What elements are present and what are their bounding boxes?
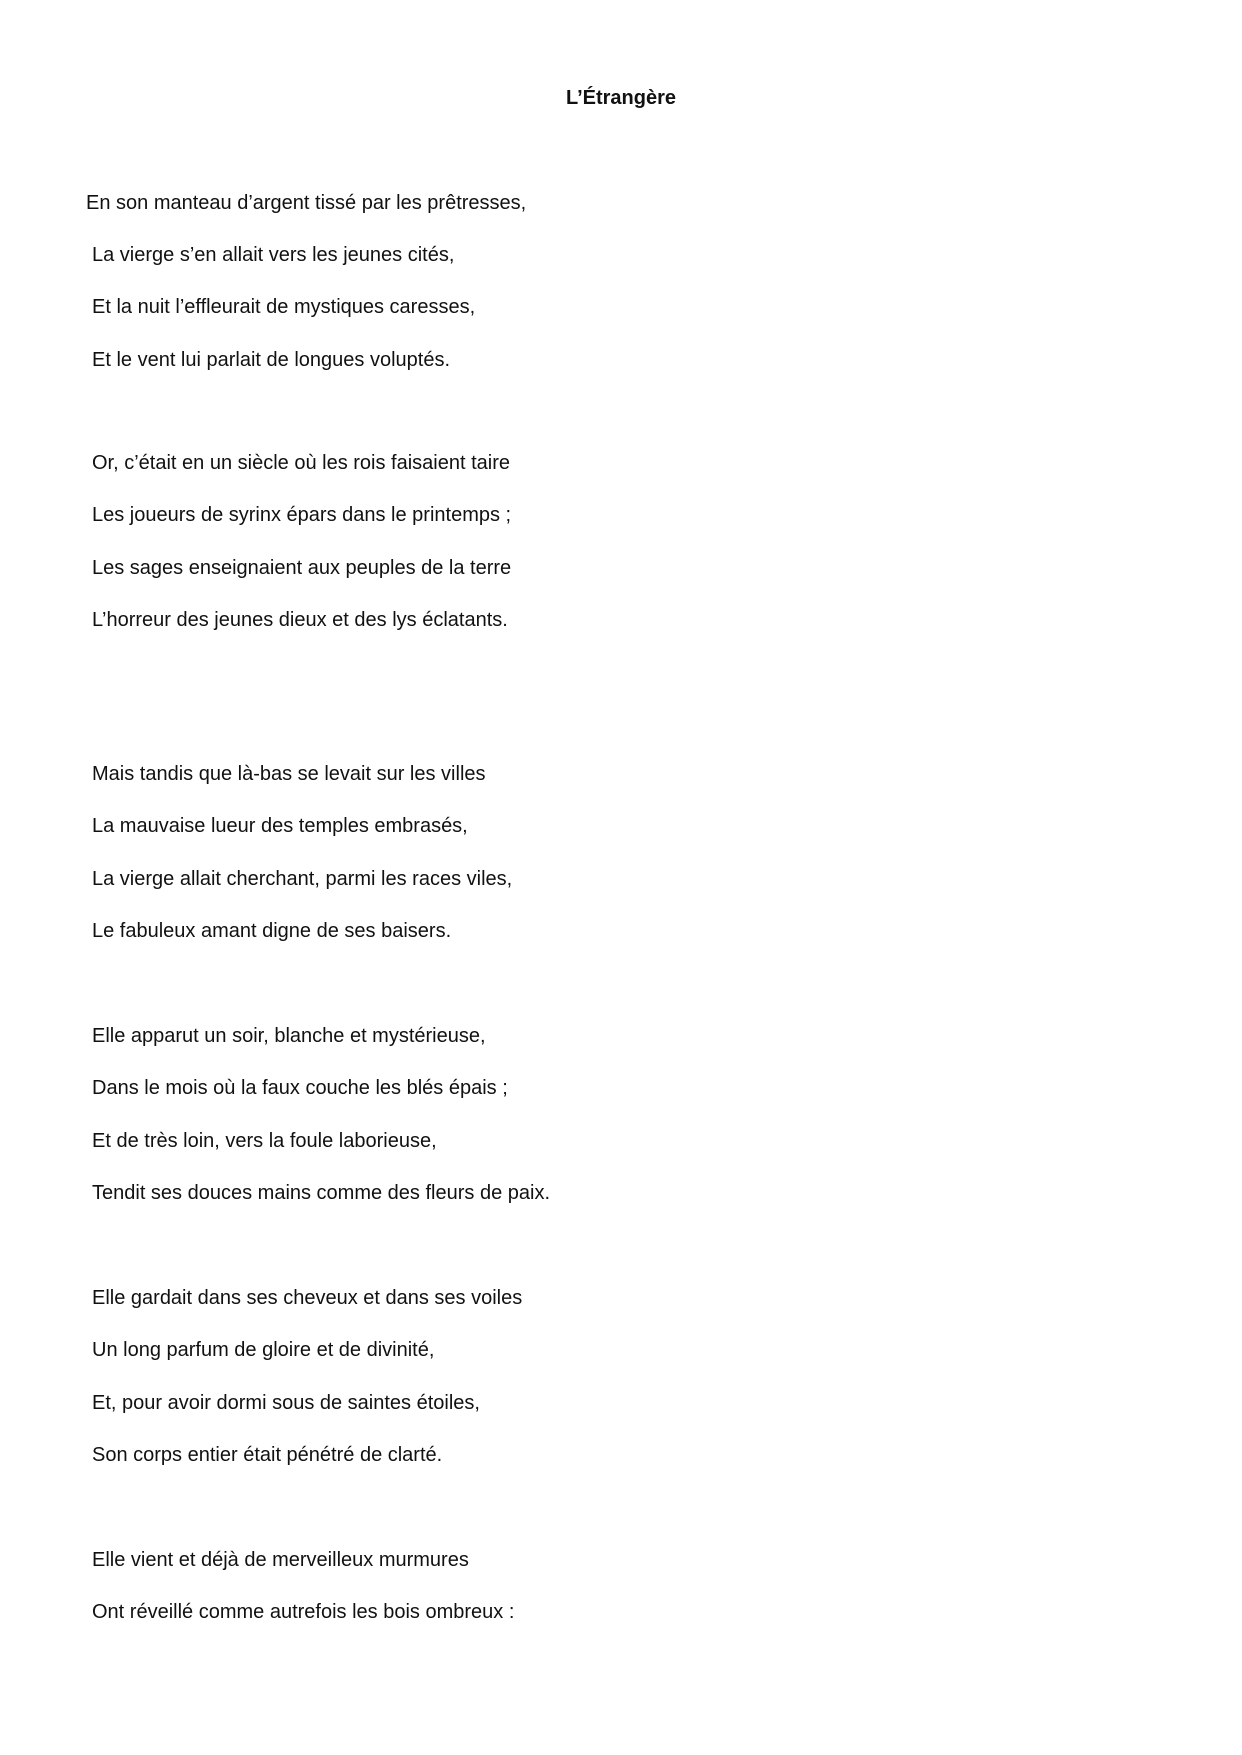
poem-line: L’horreur des jeunes dieux et des lys éclatants. xyxy=(92,609,508,631)
poem-line: Les sages enseignaient aux peuples de la terre xyxy=(92,557,512,579)
poem-line: La vierge allait cherchant, parmi les races viles, xyxy=(92,868,513,890)
poem-line: Un long parfum de gloire et de divinité, xyxy=(92,1339,435,1361)
poem-line: Ont réveillé comme autrefois les bois ombreux : xyxy=(92,1601,515,1623)
poem-line: Et la nuit l’effleurait de mystiques caresses, xyxy=(92,296,476,318)
poem-line: Tendit ses douces mains comme des fleurs de paix. xyxy=(92,1182,550,1204)
poem-line: La mauvaise lueur des temples embrasés, xyxy=(92,815,468,837)
poem-line: Le fabuleux amant digne de ses baisers. xyxy=(92,920,452,942)
poem-line: Elle apparut un soir, blanche et mystérieuse, xyxy=(92,1025,486,1047)
poem-line: En son manteau d’argent tissé par les prêtresses, xyxy=(86,192,527,214)
poem-line: La vierge s’en allait vers les jeunes cités, xyxy=(92,244,455,266)
poem-line: Or, c’était en un siècle où les rois faisaient taire xyxy=(92,452,510,474)
poem-line: Mais tandis que là-bas se levait sur les villes xyxy=(92,763,486,785)
poem-line: Les joueurs de syrinx épars dans le printemps ; xyxy=(92,504,512,526)
poem-line: Et, pour avoir dormi sous de saintes étoiles, xyxy=(92,1392,480,1414)
poem-line: Son corps entier était pénétré de clarté. xyxy=(92,1444,443,1466)
poem-title: L’Étrangère xyxy=(565,87,677,109)
poem-line: Elle vient et déjà de merveilleux murmures xyxy=(92,1549,469,1571)
poem-line: Et le vent lui parlait de longues voluptés. xyxy=(92,349,450,371)
poem-line: Dans le mois où la faux couche les blés épais ; xyxy=(92,1077,508,1099)
poem-line: Et de très loin, vers la foule laborieuse, xyxy=(92,1130,437,1152)
poem-line: Elle gardait dans ses cheveux et dans ses voiles xyxy=(92,1287,523,1309)
